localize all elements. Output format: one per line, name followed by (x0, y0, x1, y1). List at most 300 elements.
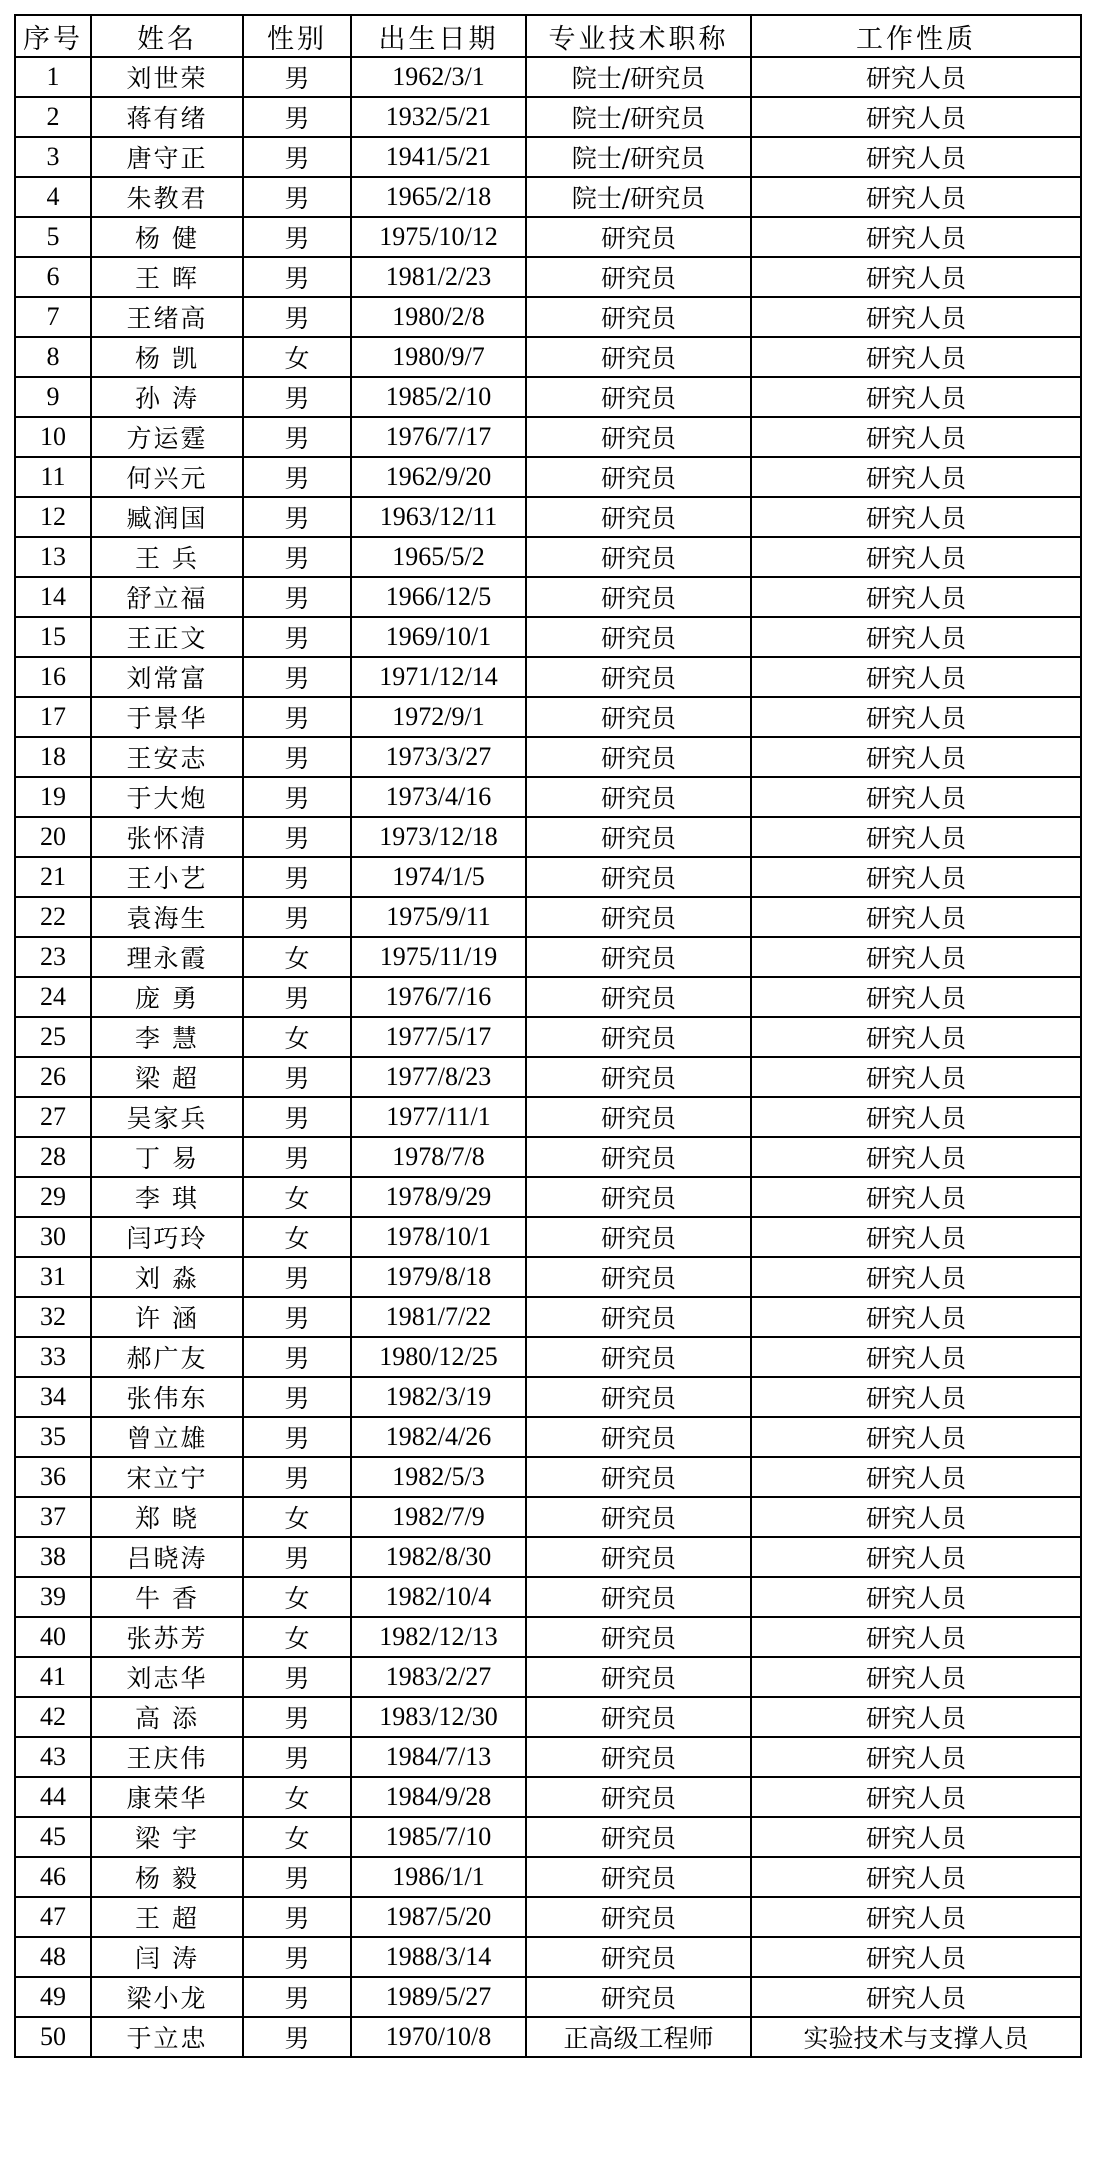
cell-work-type: 研究人员 (751, 377, 1081, 417)
cell-name: 牛 香 (91, 1577, 243, 1617)
cell-work-type: 研究人员 (751, 1697, 1081, 1737)
cell-index: 33 (15, 1337, 91, 1377)
cell-work-type: 研究人员 (751, 737, 1081, 777)
cell-birth-date: 1973/4/16 (351, 777, 526, 817)
cell-title: 院士/研究员 (526, 97, 751, 137)
cell-title: 研究员 (526, 377, 751, 417)
cell-work-type: 研究人员 (751, 57, 1081, 97)
table-row (15, 1977, 1081, 2017)
cell-work-type: 研究人员 (751, 1337, 1081, 1377)
cell-index: 15 (15, 617, 91, 657)
cell-title: 研究员 (526, 297, 751, 337)
cell-gender: 女 (243, 1217, 351, 1257)
cell-name: 刘常富 (91, 657, 243, 697)
cell-index: 39 (15, 1577, 91, 1617)
cell-birth-date: 1962/9/20 (351, 457, 526, 497)
cell-gender: 男 (243, 217, 351, 257)
cell-index: 19 (15, 777, 91, 817)
cell-work-type: 研究人员 (751, 1657, 1081, 1697)
cell-work-type: 研究人员 (751, 257, 1081, 297)
table-row (15, 937, 1081, 977)
cell-title: 研究员 (526, 1737, 751, 1777)
cell-birth-date: 1971/12/14 (351, 657, 526, 697)
cell-gender: 女 (243, 1577, 351, 1617)
cell-index: 47 (15, 1897, 91, 1937)
cell-gender: 男 (243, 457, 351, 497)
table-row (15, 257, 1081, 297)
cell-work-type: 研究人员 (751, 937, 1081, 977)
cell-index: 43 (15, 1737, 91, 1777)
cell-name: 于大炮 (91, 777, 243, 817)
table-row (15, 1897, 1081, 1937)
cell-birth-date: 1965/2/18 (351, 177, 526, 217)
cell-birth-date: 1989/5/27 (351, 1977, 526, 2017)
header-birth-date: 出生日期 (351, 15, 526, 57)
cell-gender: 男 (243, 97, 351, 137)
cell-title: 研究员 (526, 1817, 751, 1857)
header-work-type: 工作性质 (751, 15, 1081, 57)
cell-work-type: 研究人员 (751, 217, 1081, 257)
table-row (15, 457, 1081, 497)
cell-name: 吕晓涛 (91, 1537, 243, 1577)
cell-title: 研究员 (526, 1617, 751, 1657)
table-row (15, 537, 1081, 577)
cell-work-type: 研究人员 (751, 1577, 1081, 1617)
cell-index: 50 (15, 2017, 91, 2057)
cell-index: 38 (15, 1537, 91, 1577)
cell-gender: 男 (243, 2017, 351, 2057)
cell-name: 闫巧玲 (91, 1217, 243, 1257)
cell-index: 25 (15, 1017, 91, 1057)
cell-gender: 女 (243, 1617, 351, 1657)
cell-birth-date: 1978/9/29 (351, 1177, 526, 1217)
cell-work-type: 研究人员 (751, 297, 1081, 337)
cell-gender: 男 (243, 817, 351, 857)
cell-gender: 男 (243, 1897, 351, 1937)
table-row (15, 577, 1081, 617)
cell-birth-date: 1987/5/20 (351, 1897, 526, 1937)
cell-index: 40 (15, 1617, 91, 1657)
cell-title: 研究员 (526, 457, 751, 497)
cell-name: 王绪高 (91, 297, 243, 337)
cell-title: 研究员 (526, 817, 751, 857)
table-row (15, 1737, 1081, 1777)
cell-birth-date: 1980/12/25 (351, 1337, 526, 1377)
cell-gender: 男 (243, 297, 351, 337)
cell-index: 35 (15, 1417, 91, 1457)
cell-name: 杨 健 (91, 217, 243, 257)
cell-work-type: 研究人员 (751, 497, 1081, 537)
cell-gender: 男 (243, 737, 351, 777)
cell-birth-date: 1988/3/14 (351, 1937, 526, 1977)
cell-gender: 女 (243, 1177, 351, 1217)
cell-name: 理永霞 (91, 937, 243, 977)
table-body (15, 57, 1081, 2057)
cell-work-type: 研究人员 (751, 1137, 1081, 1177)
cell-index: 45 (15, 1817, 91, 1857)
cell-gender: 男 (243, 617, 351, 657)
cell-index: 14 (15, 577, 91, 617)
cell-birth-date: 1973/3/27 (351, 737, 526, 777)
cell-title: 研究员 (526, 1657, 751, 1697)
cell-gender: 男 (243, 257, 351, 297)
cell-index: 20 (15, 817, 91, 857)
cell-gender: 男 (243, 657, 351, 697)
cell-birth-date: 1965/5/2 (351, 537, 526, 577)
cell-gender: 男 (243, 1937, 351, 1977)
cell-title: 研究员 (526, 1937, 751, 1977)
cell-index: 16 (15, 657, 91, 697)
cell-birth-date: 1981/2/23 (351, 257, 526, 297)
cell-title: 研究员 (526, 1017, 751, 1057)
cell-index: 8 (15, 337, 91, 377)
cell-index: 44 (15, 1777, 91, 1817)
cell-name: 舒立福 (91, 577, 243, 617)
cell-title: 研究员 (526, 617, 751, 657)
cell-name: 张伟东 (91, 1377, 243, 1417)
cell-title: 研究员 (526, 897, 751, 937)
cell-title: 研究员 (526, 1857, 751, 1897)
cell-gender: 男 (243, 137, 351, 177)
cell-gender: 男 (243, 1097, 351, 1137)
cell-name: 袁海生 (91, 897, 243, 937)
table-row (15, 1017, 1081, 1057)
table-row (15, 1417, 1081, 1457)
cell-birth-date: 1962/3/1 (351, 57, 526, 97)
cell-work-type: 实验技术与支撑人员 (751, 2017, 1081, 2057)
cell-title: 研究员 (526, 1457, 751, 1497)
table-row (15, 1297, 1081, 1337)
cell-index: 12 (15, 497, 91, 537)
cell-name: 李 慧 (91, 1017, 243, 1057)
cell-birth-date: 1972/9/1 (351, 697, 526, 737)
cell-gender: 男 (243, 857, 351, 897)
cell-index: 29 (15, 1177, 91, 1217)
cell-work-type: 研究人员 (751, 897, 1081, 937)
cell-name: 康荣华 (91, 1777, 243, 1817)
cell-title: 研究员 (526, 1137, 751, 1177)
cell-work-type: 研究人员 (751, 1097, 1081, 1137)
cell-birth-date: 1973/12/18 (351, 817, 526, 857)
cell-gender: 男 (243, 1257, 351, 1297)
cell-gender: 男 (243, 1737, 351, 1777)
cell-name: 杨 凯 (91, 337, 243, 377)
cell-work-type: 研究人员 (751, 417, 1081, 457)
cell-gender: 男 (243, 57, 351, 97)
cell-name: 郑 晓 (91, 1497, 243, 1537)
cell-work-type: 研究人员 (751, 457, 1081, 497)
table-row (15, 1617, 1081, 1657)
cell-birth-date: 1966/12/5 (351, 577, 526, 617)
cell-work-type: 研究人员 (751, 1617, 1081, 1657)
cell-name: 王 晖 (91, 257, 243, 297)
cell-title: 研究员 (526, 1057, 751, 1097)
cell-index: 46 (15, 1857, 91, 1897)
cell-name: 于立忠 (91, 2017, 243, 2057)
cell-birth-date: 1976/7/16 (351, 977, 526, 1017)
cell-gender: 男 (243, 497, 351, 537)
cell-title: 正高级工程师 (526, 2017, 751, 2057)
cell-birth-date: 1986/1/1 (351, 1857, 526, 1897)
cell-title: 研究员 (526, 1497, 751, 1537)
header-gender: 性别 (243, 15, 351, 57)
table-row (15, 497, 1081, 537)
cell-birth-date: 1978/7/8 (351, 1137, 526, 1177)
cell-birth-date: 1981/7/22 (351, 1297, 526, 1337)
cell-birth-date: 1969/10/1 (351, 617, 526, 657)
table-row (15, 297, 1081, 337)
table-row (15, 697, 1081, 737)
cell-birth-date: 1978/10/1 (351, 1217, 526, 1257)
cell-work-type: 研究人员 (751, 777, 1081, 817)
cell-name: 宋立宁 (91, 1457, 243, 1497)
cell-gender: 男 (243, 1137, 351, 1177)
cell-title: 研究员 (526, 1377, 751, 1417)
cell-name: 梁 宇 (91, 1817, 243, 1857)
table-row (15, 1777, 1081, 1817)
table-row (15, 177, 1081, 217)
cell-work-type: 研究人员 (751, 857, 1081, 897)
table-row (15, 897, 1081, 937)
cell-gender: 男 (243, 1457, 351, 1497)
cell-name: 闫 涛 (91, 1937, 243, 1977)
cell-work-type: 研究人员 (751, 577, 1081, 617)
cell-title: 研究员 (526, 657, 751, 697)
cell-name: 丁 易 (91, 1137, 243, 1177)
cell-work-type: 研究人员 (751, 1217, 1081, 1257)
cell-index: 31 (15, 1257, 91, 1297)
cell-work-type: 研究人员 (751, 1417, 1081, 1457)
cell-title: 院士/研究员 (526, 57, 751, 97)
cell-work-type: 研究人员 (751, 137, 1081, 177)
cell-title: 研究员 (526, 577, 751, 617)
cell-work-type: 研究人员 (751, 1497, 1081, 1537)
staff-table (14, 14, 1082, 2058)
cell-work-type: 研究人员 (751, 537, 1081, 577)
cell-birth-date: 1983/2/27 (351, 1657, 526, 1697)
cell-title: 研究员 (526, 1577, 751, 1617)
cell-title: 研究员 (526, 1697, 751, 1737)
cell-index: 23 (15, 937, 91, 977)
table-row (15, 1217, 1081, 1257)
cell-index: 9 (15, 377, 91, 417)
cell-name: 何兴元 (91, 457, 243, 497)
cell-title: 研究员 (526, 417, 751, 457)
cell-name: 郝广友 (91, 1337, 243, 1377)
cell-work-type: 研究人员 (751, 1257, 1081, 1297)
cell-name: 张怀清 (91, 817, 243, 857)
cell-gender: 男 (243, 1697, 351, 1737)
cell-index: 27 (15, 1097, 91, 1137)
table-row (15, 617, 1081, 657)
table-row (15, 1337, 1081, 1377)
cell-birth-date: 1985/7/10 (351, 1817, 526, 1857)
cell-index: 6 (15, 257, 91, 297)
table-row (15, 657, 1081, 697)
cell-title: 研究员 (526, 1537, 751, 1577)
cell-index: 32 (15, 1297, 91, 1337)
cell-index: 4 (15, 177, 91, 217)
cell-name: 王 超 (91, 1897, 243, 1937)
cell-name: 臧润国 (91, 497, 243, 537)
cell-birth-date: 1983/12/30 (351, 1697, 526, 1737)
cell-index: 24 (15, 977, 91, 1017)
cell-birth-date: 1984/7/13 (351, 1737, 526, 1777)
cell-gender: 男 (243, 1337, 351, 1377)
table-row (15, 777, 1081, 817)
cell-birth-date: 1975/10/12 (351, 217, 526, 257)
table-row (15, 57, 1081, 97)
table-row (15, 137, 1081, 177)
cell-title: 研究员 (526, 1777, 751, 1817)
cell-gender: 男 (243, 977, 351, 1017)
cell-birth-date: 1984/9/28 (351, 1777, 526, 1817)
cell-work-type: 研究人员 (751, 97, 1081, 137)
table-row (15, 1377, 1081, 1417)
cell-title: 研究员 (526, 1097, 751, 1137)
cell-gender: 男 (243, 177, 351, 217)
cell-work-type: 研究人员 (751, 1977, 1081, 2017)
cell-gender: 女 (243, 1777, 351, 1817)
cell-birth-date: 1970/10/8 (351, 2017, 526, 2057)
cell-work-type: 研究人员 (751, 977, 1081, 1017)
cell-index: 18 (15, 737, 91, 777)
cell-name: 许 涵 (91, 1297, 243, 1337)
table-row (15, 1817, 1081, 1857)
cell-gender: 女 (243, 937, 351, 977)
cell-title: 研究员 (526, 1337, 751, 1377)
cell-name: 曾立雄 (91, 1417, 243, 1457)
cell-work-type: 研究人员 (751, 1857, 1081, 1897)
cell-index: 30 (15, 1217, 91, 1257)
table-row (15, 1457, 1081, 1497)
cell-birth-date: 1977/11/1 (351, 1097, 526, 1137)
table-row (15, 1537, 1081, 1577)
cell-gender: 男 (243, 697, 351, 737)
cell-index: 11 (15, 457, 91, 497)
cell-index: 3 (15, 137, 91, 177)
cell-work-type: 研究人员 (751, 657, 1081, 697)
cell-title: 研究员 (526, 777, 751, 817)
cell-name: 王 兵 (91, 537, 243, 577)
cell-birth-date: 1976/7/17 (351, 417, 526, 457)
cell-title: 研究员 (526, 1977, 751, 2017)
cell-index: 22 (15, 897, 91, 937)
cell-work-type: 研究人员 (751, 1377, 1081, 1417)
table-row (15, 817, 1081, 857)
table-row (15, 377, 1081, 417)
cell-birth-date: 1975/11/19 (351, 937, 526, 977)
cell-birth-date: 1979/8/18 (351, 1257, 526, 1297)
cell-work-type: 研究人员 (751, 337, 1081, 377)
cell-work-type: 研究人员 (751, 1297, 1081, 1337)
cell-name: 于景华 (91, 697, 243, 737)
table-row (15, 1137, 1081, 1177)
cell-title: 研究员 (526, 1417, 751, 1457)
header-name: 姓名 (91, 15, 243, 57)
cell-title: 研究员 (526, 217, 751, 257)
cell-birth-date: 1982/8/30 (351, 1537, 526, 1577)
staff-table-container (14, 14, 1080, 2058)
cell-title: 研究员 (526, 1177, 751, 1217)
table-row (15, 1577, 1081, 1617)
cell-index: 13 (15, 537, 91, 577)
cell-gender: 男 (243, 1977, 351, 2017)
cell-work-type: 研究人员 (751, 1537, 1081, 1577)
cell-gender: 男 (243, 1057, 351, 1097)
cell-index: 48 (15, 1937, 91, 1977)
cell-title: 研究员 (526, 537, 751, 577)
cell-birth-date: 1980/9/7 (351, 337, 526, 377)
cell-gender: 男 (243, 1377, 351, 1417)
table-row (15, 1937, 1081, 1977)
cell-title: 院士/研究员 (526, 137, 751, 177)
cell-birth-date: 1941/5/21 (351, 137, 526, 177)
cell-title: 研究员 (526, 697, 751, 737)
cell-work-type: 研究人员 (751, 177, 1081, 217)
table-row (15, 1097, 1081, 1137)
cell-birth-date: 1980/2/8 (351, 297, 526, 337)
cell-gender: 男 (243, 1537, 351, 1577)
table-row (15, 1857, 1081, 1897)
table-row (15, 857, 1081, 897)
cell-name: 王正文 (91, 617, 243, 657)
cell-work-type: 研究人员 (751, 617, 1081, 657)
cell-index: 1 (15, 57, 91, 97)
cell-name: 刘 淼 (91, 1257, 243, 1297)
cell-birth-date: 1982/3/19 (351, 1377, 526, 1417)
table-row (15, 2017, 1081, 2057)
cell-title: 研究员 (526, 1897, 751, 1937)
cell-gender: 女 (243, 1817, 351, 1857)
cell-title: 院士/研究员 (526, 177, 751, 217)
cell-gender: 男 (243, 417, 351, 457)
cell-name: 高 添 (91, 1697, 243, 1737)
cell-title: 研究员 (526, 497, 751, 537)
cell-name: 唐守正 (91, 137, 243, 177)
cell-title: 研究员 (526, 1257, 751, 1297)
cell-title: 研究员 (526, 977, 751, 1017)
cell-work-type: 研究人员 (751, 1937, 1081, 1977)
cell-title: 研究员 (526, 257, 751, 297)
cell-title: 研究员 (526, 1217, 751, 1257)
cell-gender: 男 (243, 1857, 351, 1897)
cell-gender: 男 (243, 377, 351, 417)
cell-name: 梁 超 (91, 1057, 243, 1097)
cell-work-type: 研究人员 (751, 1817, 1081, 1857)
header-title: 专业技术职称 (526, 15, 751, 57)
table-row (15, 1257, 1081, 1297)
table-row (15, 337, 1081, 377)
cell-birth-date: 1982/7/9 (351, 1497, 526, 1537)
table-row (15, 417, 1081, 457)
cell-birth-date: 1963/12/11 (351, 497, 526, 537)
table-row (15, 977, 1081, 1017)
cell-title: 研究员 (526, 337, 751, 377)
cell-birth-date: 1982/4/26 (351, 1417, 526, 1457)
cell-name: 吴家兵 (91, 1097, 243, 1137)
cell-gender: 男 (243, 537, 351, 577)
table-row (15, 217, 1081, 257)
cell-title: 研究员 (526, 1297, 751, 1337)
cell-index: 49 (15, 1977, 91, 2017)
cell-gender: 男 (243, 1297, 351, 1337)
cell-index: 26 (15, 1057, 91, 1097)
table-row (15, 1697, 1081, 1737)
cell-work-type: 研究人员 (751, 1737, 1081, 1777)
cell-gender: 女 (243, 337, 351, 377)
cell-name: 张苏芳 (91, 1617, 243, 1657)
